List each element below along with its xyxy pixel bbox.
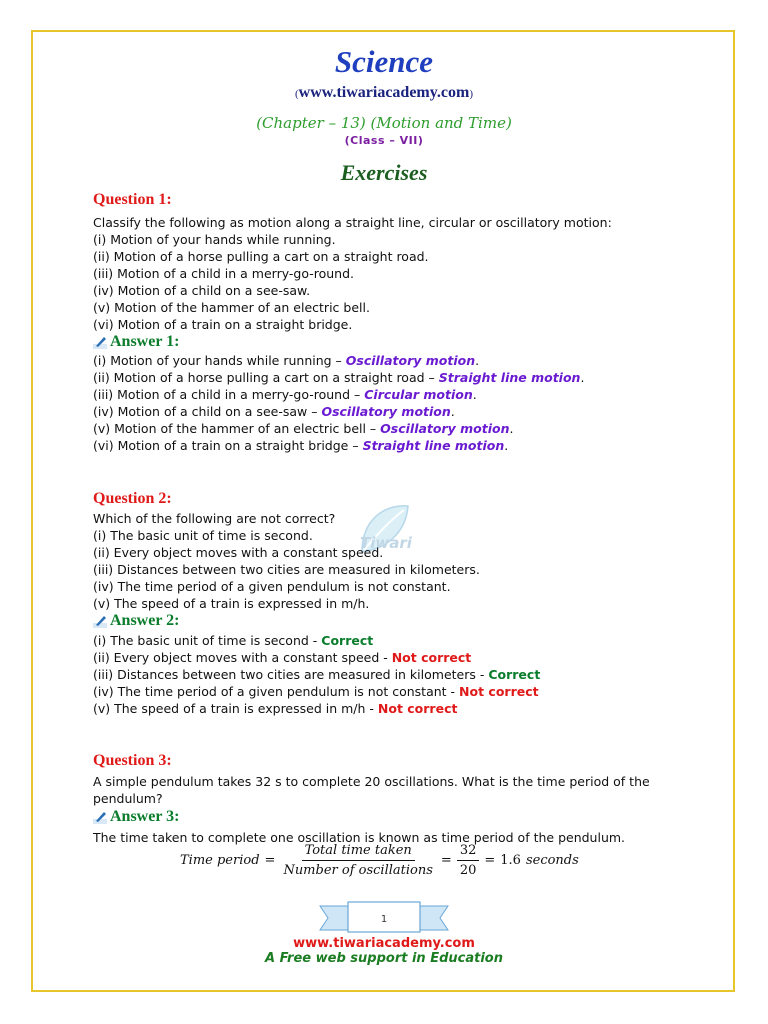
- a1-item-value: Oscillatory motion: [380, 421, 510, 436]
- section-heading: Exercises: [340, 160, 428, 185]
- a2-item: [93, 633, 373, 648]
- a2-item-text: (v) The speed of a train is expressed in m/h -: [93, 701, 378, 716]
- a2-item-text: (i) The basic unit of time is second -: [93, 633, 322, 648]
- a3-line: The time taken to complete one oscillation is known as time period of the pendulum.: [93, 830, 626, 845]
- a2-item-text: (iii) Distances between two cities are measured in kilometers -: [93, 667, 489, 682]
- formula-numerator: Total time taken: [302, 843, 415, 861]
- a1-item-end: .: [475, 353, 480, 368]
- formula-result: 1.6: [500, 853, 521, 868]
- a1-item-text: (vi) Motion of a train on a straight bridge –: [93, 438, 363, 453]
- a1-item-end: .: [472, 387, 477, 402]
- question-3-heading: Question 3:: [93, 752, 172, 769]
- a2-item-text: (iv) The time period of a given pendulum is not constant -: [93, 684, 460, 699]
- formula-numerator-value: 32: [457, 843, 480, 861]
- a1-item-text: (i) Motion of your hands while running –: [93, 353, 346, 368]
- formula-unit: seconds: [525, 853, 579, 868]
- formula-denominator: Number of oscillations: [283, 863, 433, 878]
- a1-item-text: (iv) Motion of a child on a see-saw –: [93, 404, 322, 419]
- a1-item: [93, 370, 584, 385]
- q3-line: pendulum?: [93, 791, 163, 806]
- formula-equals: =: [440, 853, 452, 868]
- a2-item-verdict: Correct: [488, 667, 541, 682]
- formula-equals: =: [264, 853, 276, 868]
- q2-line: (ii) Every object moves with a constant speed.: [93, 545, 384, 560]
- a1-item: [93, 438, 508, 453]
- a1-item-value: Oscillatory motion: [345, 353, 476, 368]
- a2-item-verdict: Not correct: [391, 650, 472, 665]
- a2-item-text: (ii) Every object moves with a constant speed -: [93, 650, 392, 665]
- answer-3-heading: [93, 808, 179, 826]
- question-1-heading: Question 1:: [93, 191, 172, 208]
- site-paren-open: (: [295, 88, 299, 100]
- a1-item: [93, 353, 479, 368]
- a2-item: [93, 684, 539, 699]
- a1-item-text: (v) Motion of the hammer of an electric bell –: [93, 421, 381, 436]
- chapter-title: (Chapter – 13) (Motion and Time): [256, 114, 512, 132]
- q2-line: (iv) The time period of a given pendulum is not constant.: [93, 579, 451, 594]
- q2-line: (i) The basic unit of time is second.: [93, 528, 313, 543]
- answer-1-label: Answer 1:: [110, 333, 180, 350]
- q3-line: A simple pendulum takes 32 s to complete 20 oscillations. What is the time period of the: [93, 774, 650, 789]
- pen-icon: [93, 335, 107, 349]
- a1-item-value: Oscillatory motion: [321, 404, 451, 419]
- answer-2-label: Answer 2:: [110, 612, 180, 629]
- q1-line: (v) Motion of the hammer of an electric bell.: [93, 300, 370, 315]
- question-2-heading: Question 2:: [93, 490, 172, 507]
- answer-1-heading: [93, 333, 179, 351]
- pen-icon: [93, 810, 107, 824]
- a2-item: [93, 701, 457, 716]
- answer-3-label: Answer 3:: [110, 808, 180, 825]
- time-period-formula: [180, 843, 579, 878]
- footer-url[interactable]: www.tiwariacademy.com: [293, 936, 475, 951]
- class-label: (Class – VII): [344, 134, 424, 147]
- q2-line: (iii) Distances between two cities are measured in kilometers.: [93, 562, 480, 577]
- a2-item-verdict: Not correct: [459, 684, 539, 699]
- a1-item: [93, 387, 477, 402]
- a2-item-verdict: Not correct: [377, 701, 458, 716]
- formula-fraction: [280, 843, 435, 878]
- a1-item-value: Straight line motion: [362, 438, 505, 453]
- q2-line: Which of the following are not correct?: [93, 511, 336, 526]
- formula-denominator-value: 20: [459, 863, 477, 878]
- a2-item: [93, 667, 540, 682]
- watermark-text: Tiwari: [360, 534, 412, 552]
- q1-line: (vi) Motion of a train on a straight bridge.: [93, 317, 353, 332]
- site-link[interactable]: [0, 84, 768, 102]
- q2-line: (v) The speed of a train is expressed in m/h.: [93, 596, 370, 611]
- answer-2-heading: [93, 612, 179, 630]
- formula-equals: =: [484, 853, 496, 868]
- footer-tagline: A Free web support in Education: [265, 951, 503, 966]
- a1-item-text: (iii) Motion of a child in a merry-go-round –: [93, 387, 365, 402]
- site-paren-close: ): [469, 88, 473, 100]
- a1-item-end: .: [450, 404, 455, 419]
- site-url[interactable]: www.tiwariacademy.com: [298, 84, 470, 101]
- a1-item-value: Straight line motion: [438, 370, 581, 385]
- q1-line: (ii) Motion of a horse pulling a cart on a straight road.: [93, 249, 429, 264]
- pen-icon: [93, 614, 107, 628]
- a1-item-end: .: [509, 421, 514, 436]
- a1-item-value: Circular motion: [364, 387, 473, 402]
- q1-line: Classify the following as motion along a straight line, circular or oscillatory motion:: [93, 215, 612, 230]
- a1-item-end: .: [504, 438, 509, 453]
- q1-line: (i) Motion of your hands while running.: [93, 232, 336, 247]
- page-title: Science: [334, 44, 434, 79]
- formula-fraction-values: [457, 843, 480, 878]
- a2-item-verdict: Correct: [321, 633, 374, 648]
- a2-item: [93, 650, 471, 665]
- formula-lhs: Time period: [180, 853, 260, 868]
- q1-line: (iii) Motion of a child in a merry-go-round.: [93, 266, 355, 281]
- page-number: 1: [380, 914, 388, 925]
- a1-item: [93, 421, 514, 436]
- a1-item-end: .: [580, 370, 585, 385]
- a1-item-text: (ii) Motion of a horse pulling a cart on a straight road –: [93, 370, 439, 385]
- page-number-banner: [318, 900, 450, 940]
- q1-line: (iv) Motion of a child on a see-saw.: [93, 283, 311, 298]
- a1-item: [93, 404, 455, 419]
